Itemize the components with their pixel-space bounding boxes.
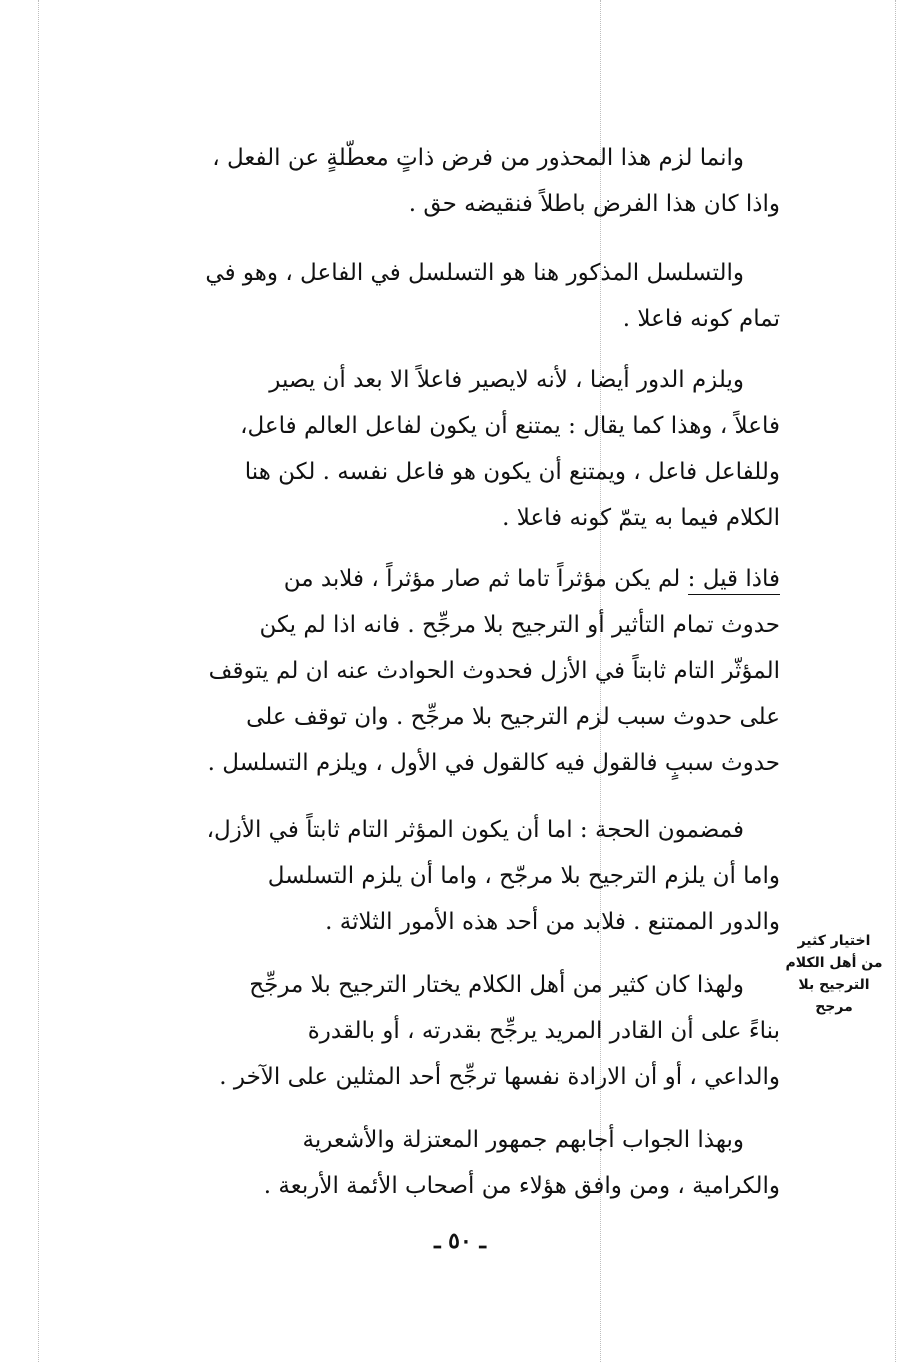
paragraph-line: بناءً على أن القادر المريد يرجِّح بقدرته ، أو بالقدرة — [307, 1018, 780, 1044]
scan-dotted-line-right — [895, 0, 896, 1362]
paragraph-line: تمام كونه فاعلا . — [622, 306, 780, 332]
margin-note — [784, 930, 884, 1018]
margin-note-line: اختيار كثير — [797, 933, 871, 949]
paragraph-line: حدوث تمام التأثير أو الترجيح بلا مرجِّح . فانه اذا لم يكن — [259, 612, 780, 638]
paragraph-line: حدوث سببٍ فالقول فيه كالقول في الأول ، ويلزم التسلسل . — [207, 750, 780, 776]
paragraph-line: واذا كان هذا الفرض باطلاً فنقيضه حق . — [408, 191, 780, 217]
margin-note-line: مرجح — [815, 999, 853, 1015]
paragraph-line: المؤثّر التام ثابتاً في الأزل فحدوث الحوادث عنه ان لم يتوقف — [208, 658, 780, 684]
margin-note-line: من أهل الكلام — [785, 955, 883, 971]
paragraph-line: لم يكن مؤثراً تاما ثم صار مؤثراً ، فلابد من — [283, 566, 681, 592]
paragraph-4 — [125, 556, 780, 786]
paragraph-line: وبهذا الجواب أجابهم جمهور المعتزلة والأشعرية — [302, 1127, 744, 1153]
page-number: ـ ٥٠ ـ — [434, 1228, 486, 1254]
paragraph-line-with-lead — [125, 556, 780, 602]
lead-phrase-underlined: فاذا قيل : — [688, 566, 780, 595]
paragraph-line: والدور الممتنع . فلابد من أحد هذه الأمور الثلاثة . — [325, 909, 780, 935]
paragraph-line: والداعي ، أو أن الارادة نفسها ترجِّح أحد المثلين على الآخر . — [219, 1064, 780, 1090]
paragraph-line: فاعلاً ، وهذا كما يقال : يمتنع أن يكون لفاعل العالم فاعل، — [240, 413, 780, 439]
paragraph-line: على حدوث سبب لزم الترجيح بلا مرجِّح . وان توقف على — [246, 704, 780, 730]
paragraph-1 — [125, 135, 780, 227]
scan-dotted-line-left — [38, 0, 39, 1362]
paragraph-line: الكلام فيما به يتمّ كونه فاعلا . — [502, 505, 780, 531]
paragraph-line: واما أن يلزم الترجيح بلا مرجّح ، واما أن يلزم التسلسل — [267, 863, 780, 889]
paragraph-7 — [125, 1117, 780, 1209]
paragraph-line: فمضمون الحجة : اما أن يكون المؤثر التام ثابتاً في الأزل، — [206, 817, 744, 843]
paragraph-line: وانما لزم هذا المحذور من فرض ذاتٍ معطّلةٍ عن الفعل ، — [212, 145, 744, 171]
paragraph-line: والتسلسل المذكور هنا هو التسلسل في الفاعل ، وهو في — [205, 260, 744, 286]
paragraph-line: ويلزم الدور أيضا ، لأنه لايصير فاعلاً الا بعد أن يصير — [269, 367, 744, 393]
paragraph-5 — [125, 807, 780, 945]
margin-note-line: الترجيح بلا — [798, 977, 870, 993]
paragraph-line: وللفاعل فاعل ، ويمتنع أن يكون هو فاعل نفسه . لكن هنا — [244, 459, 780, 485]
paragraph-3 — [125, 357, 780, 541]
paragraph-6 — [125, 962, 780, 1100]
paragraph-line: والكرامية ، ومن وافق هؤلاء من أصحاب الأئمة الأربعة . — [263, 1173, 780, 1199]
paragraph-2 — [125, 250, 780, 342]
paragraph-line: ولهذا كان كثير من أهل الكلام يختار الترجيح بلا مرجِّح — [249, 972, 744, 998]
